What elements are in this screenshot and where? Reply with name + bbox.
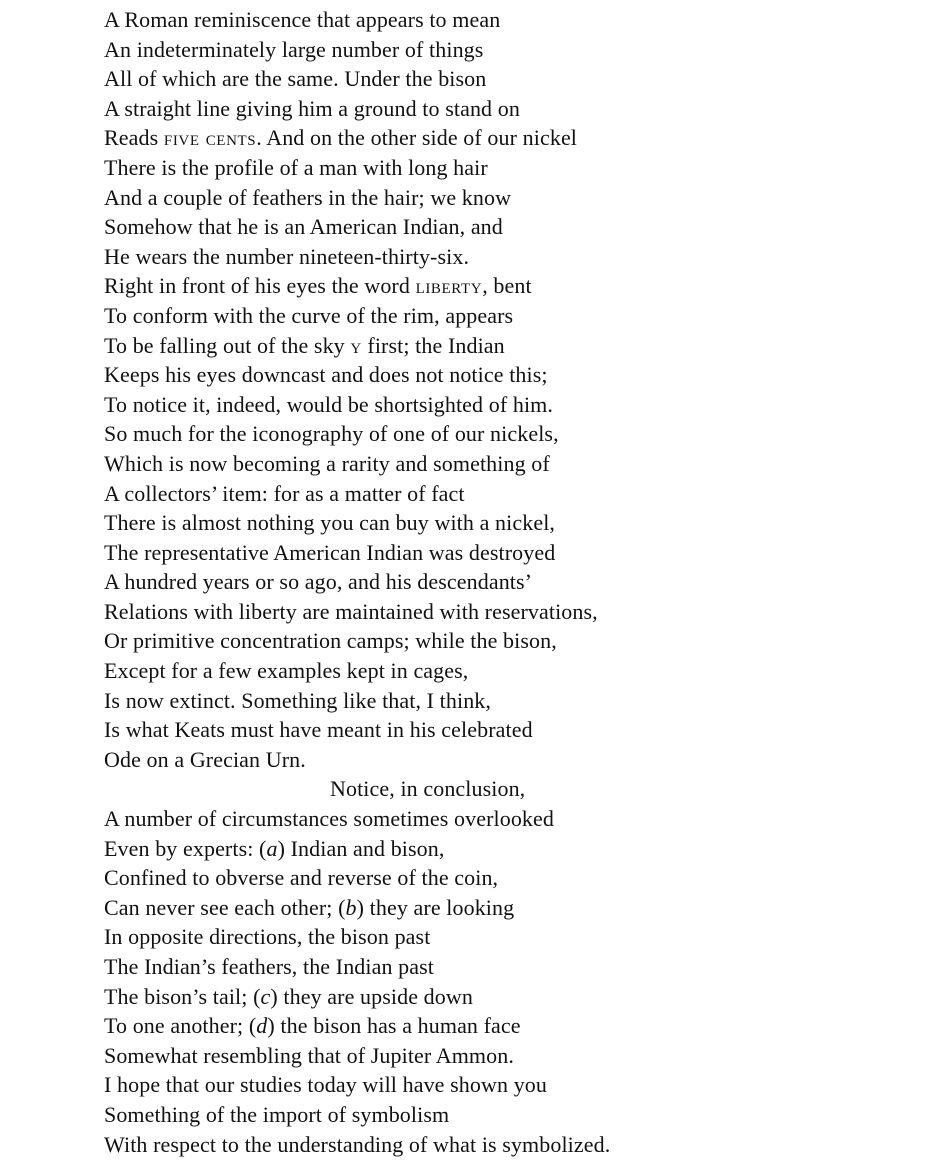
poem-line: Confined to obverse and reverse of the coin, [104, 865, 499, 891]
poem-line-text: ) they are looking [356, 894, 515, 920]
poem-line: Notice, in conclusion, [330, 776, 526, 802]
poem-line-text: ) the bison has a human face [267, 1013, 521, 1039]
poem-line: Somehow that he is an American Indian, and [104, 214, 503, 240]
poem-line [104, 834, 933, 864]
italic-letter: b [345, 894, 357, 920]
poem-line: Ode on a Grecian Urn. [104, 746, 306, 772]
poem-line: I hope that our studies today will have shown you [104, 1072, 547, 1098]
poem-line-text: Reads [104, 125, 164, 151]
poem-line: Somewhat resembling that of Jupiter Ammon. [104, 1042, 514, 1068]
poem-line-text: The bison’s tail; ( [104, 983, 261, 1009]
poem-line: The representative American Indian was destroyed [104, 539, 556, 565]
poem-line [104, 982, 933, 1012]
poem-line [104, 331, 933, 361]
poem-line: With respect to the understanding of what is symbolized. [104, 1131, 611, 1157]
poem-line: So much for the iconography of one of our nickels, [104, 421, 559, 447]
poem-line: Except for a few examples kept in cages, [104, 658, 469, 684]
poem-line: Which is now becoming a rarity and something of [104, 450, 550, 476]
poem-line: A straight line giving him a ground to stand on [104, 95, 520, 121]
poem-line: Or primitive concentration camps; while the bison, [104, 628, 557, 654]
poem-line: There is almost nothing you can buy with a nickel, [104, 510, 556, 536]
small-caps-word: liberty [415, 273, 483, 299]
poem-line-text: To one another; ( [104, 1013, 257, 1039]
poem-line: A number of circumstances sometimes overlooked [104, 806, 554, 832]
poem-line-text: ) Indian and bison, [277, 835, 445, 861]
poem-line: There is the profile of a man with long hair [104, 154, 488, 180]
poem-line: The Indian’s feathers, the Indian past [104, 954, 435, 979]
poem-line: To notice it, indeed, would be shortsighted of him. [104, 391, 553, 417]
poem-line [104, 271, 933, 301]
poem-line: And a couple of feathers in the hair; we know [104, 184, 512, 210]
poem-line: A Roman reminiscence that appears to mean [104, 7, 501, 32]
poem-line-text: . And on the other side of our nickel [256, 125, 578, 151]
poem-line: Something of the import of symbolism [104, 1101, 450, 1127]
poem-line: Relations with liberty are maintained with reservations, [104, 598, 598, 624]
poem-line: A collectors’ item: for as a matter of fact [104, 480, 465, 506]
poem-line: To conform with the curve of the rim, appears [104, 302, 514, 328]
poem-line-text: Even by experts: ( [104, 835, 267, 861]
poem-line: Keeps his eyes downcast and does not notice this; [104, 362, 548, 388]
poem-line: An indeterminately large number of things [104, 36, 484, 62]
italic-letter: a [266, 835, 278, 861]
poem-line-text: , bent [482, 273, 532, 299]
poem-line: Is now extinct. Something like that, I think, [104, 687, 492, 713]
poem-line: Is what Keats must have meant in his celebrated [104, 717, 533, 743]
poem-line-text: ) they are upside down [270, 983, 473, 1009]
poem-line-text: first; the Indian [361, 332, 505, 358]
poem-line-text: Right in front of his eyes the word [104, 273, 416, 299]
italic-letter: c [260, 983, 271, 1009]
poem-line: He wears the number nineteen-thirty-six. [104, 243, 470, 269]
poem-line [104, 1011, 933, 1041]
small-caps-word: five cents [163, 125, 257, 151]
poem-line [104, 123, 933, 153]
poem-line-text: Can never see each other; ( [104, 894, 346, 920]
poem-line: A hundred years or so ago, and his descendants’ [104, 569, 533, 595]
poem-line-text: To be falling out of the sky [104, 332, 351, 358]
small-caps-word: y [350, 332, 362, 358]
poem-line [104, 893, 933, 923]
italic-letter: d [256, 1013, 268, 1039]
poem-line: In opposite directions, the bison past [104, 924, 431, 950]
poem-line: All of which are the same. Under the bison [104, 66, 487, 92]
poem-text [104, 5, 933, 1159]
